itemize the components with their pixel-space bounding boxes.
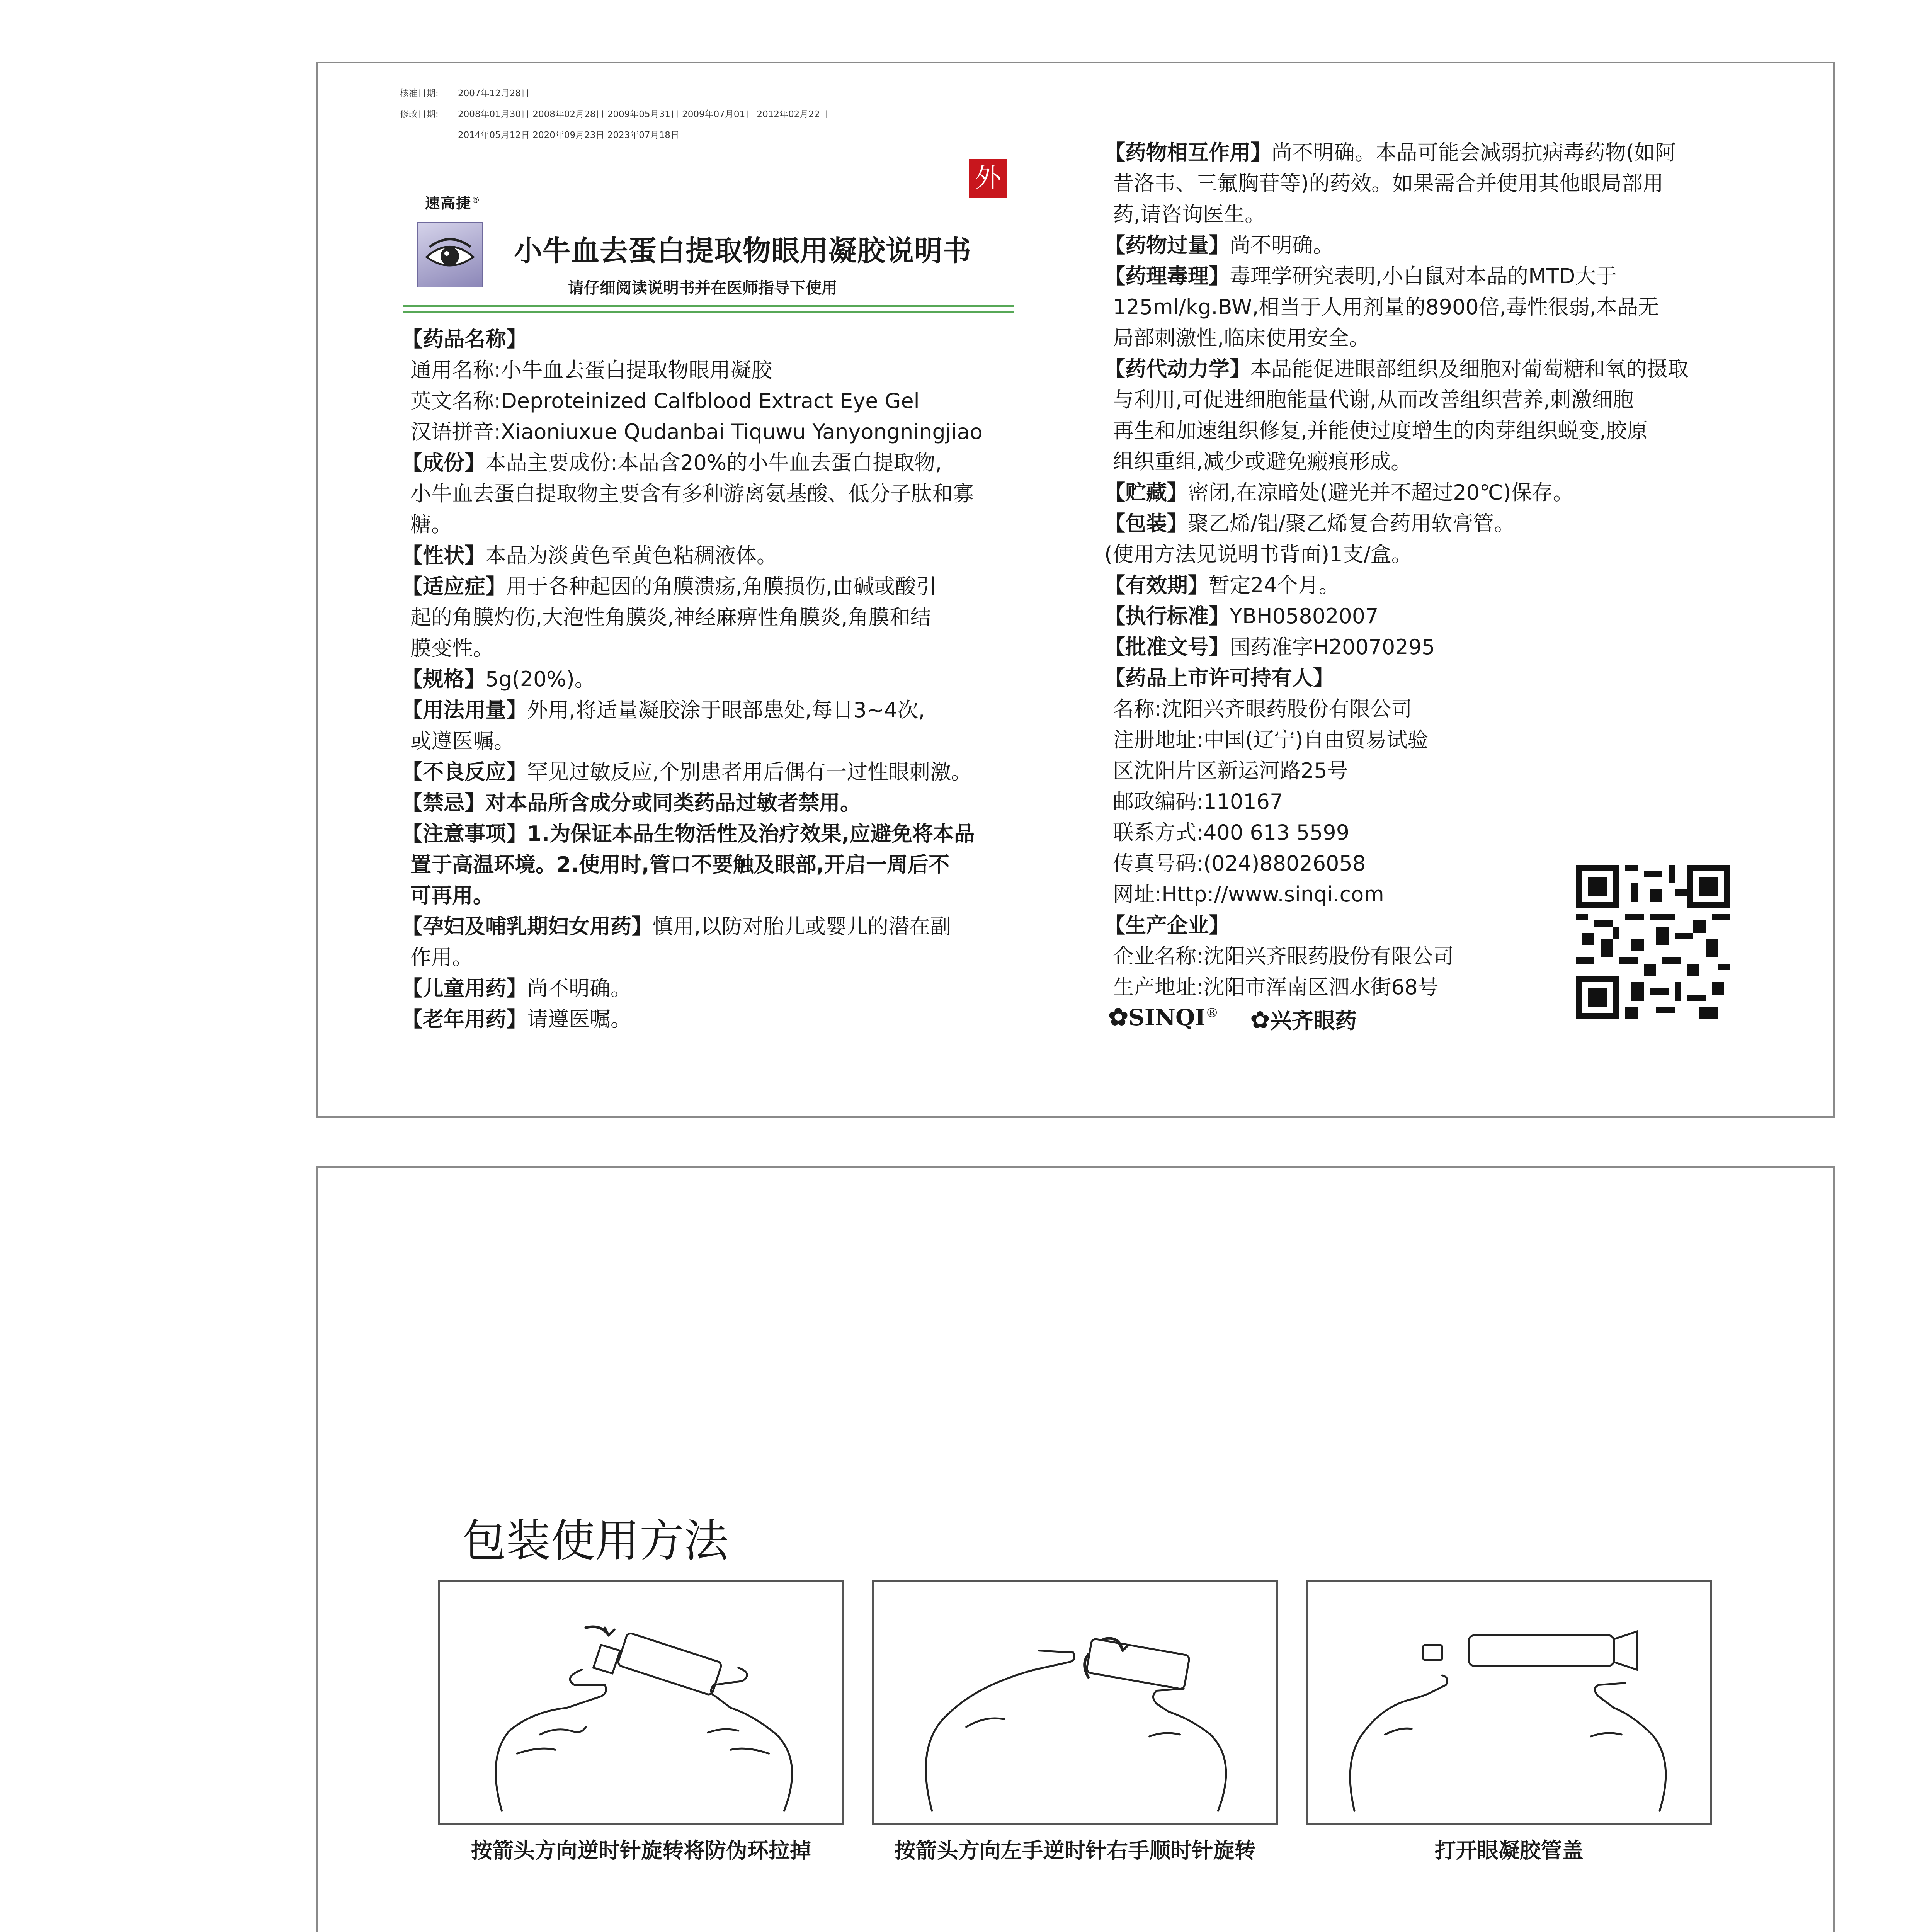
step-2-illustration bbox=[872, 1580, 1278, 1825]
qr-code-icon bbox=[1576, 865, 1730, 1019]
section-heading: 【执行标准】 bbox=[1104, 604, 1230, 628]
section-heading: 【药物过量】 bbox=[1104, 233, 1230, 257]
holder-fax: 传真号码:(024)88026058 bbox=[1113, 851, 1366, 876]
pinyin-name: 汉语拼音:Xiaoniuxue Qudanbai Tiquwu Yanyongningjiao bbox=[410, 420, 983, 444]
pediatric-text: 尚不明确。 bbox=[527, 976, 631, 1000]
left-column bbox=[402, 324, 1024, 1035]
holder-zip: 邮政编码:110167 bbox=[1113, 789, 1283, 814]
pharmacokinetics-text: 与利用,可促进细胞能量代谢,从而改善组织营养,刺激细胞 bbox=[1113, 388, 1634, 412]
section-heading: 【老年用药】 bbox=[402, 1007, 527, 1031]
section-heading: 【成份】 bbox=[402, 451, 485, 475]
composition-text: 糖。 bbox=[410, 512, 452, 537]
overdose-text: 尚不明确。 bbox=[1230, 233, 1334, 257]
properties-text: 本品为淡黄色至黄色粘稠液体。 bbox=[485, 543, 777, 568]
section-heading: 【药代动力学】 bbox=[1104, 357, 1250, 381]
section-heading: 【包装】 bbox=[1104, 511, 1188, 536]
section-heading: 【儿童用药】 bbox=[402, 976, 527, 1000]
step-2-caption: 按箭头方向左手逆时针右手顺时针旋转 bbox=[894, 1838, 1256, 1863]
section-heading: 【药理毒理】 bbox=[1104, 264, 1230, 288]
manufacturer-name: 企业名称:沈阳兴齐眼药股份有限公司 bbox=[1113, 944, 1454, 968]
section-heading: 【用法用量】 bbox=[402, 698, 527, 722]
step-1-caption: 按箭头方向逆时针旋转将防伪环拉掉 bbox=[471, 1838, 811, 1863]
section-heading: 【贮藏】 bbox=[1104, 480, 1188, 505]
section-heading: 【孕妇及哺乳期妇女用药】 bbox=[402, 914, 652, 939]
precautions-text: 1.为保证本品生物活性及治疗效果,应避免将本品 bbox=[527, 821, 975, 846]
modified-label: 修改日期: bbox=[400, 109, 439, 119]
section-heading: 【药品名称】 bbox=[402, 327, 527, 351]
toxicology-text: 125ml/kg.BW,相当于人用剂量的8900倍,毒性很弱,本品无 bbox=[1113, 295, 1659, 319]
toxicology-text: 局部刺激性,临床使用安全。 bbox=[1113, 326, 1370, 350]
step-1-illustration bbox=[438, 1580, 844, 1825]
section-heading: 【性状】 bbox=[402, 543, 485, 568]
step-3-illustration bbox=[1306, 1580, 1712, 1825]
adverse-reactions-text: 罕见过敏反应,个别患者用后偶有一过性眼刺激。 bbox=[527, 760, 972, 784]
precautions-text: 可再用。 bbox=[410, 883, 494, 908]
validity-text: 暂定24个月。 bbox=[1209, 573, 1340, 597]
composition-text: 本品主要成份:本品含20%的小牛血去蛋白提取物, bbox=[485, 451, 942, 475]
interactions-text: 尚不明确。本品可能会减弱抗病毒药物(如阿 bbox=[1271, 140, 1676, 165]
pharmacokinetics-text: 本品能促进眼部组织及细胞对葡萄糖和氧的摄取 bbox=[1250, 357, 1689, 381]
english-name: 英文名称:Deproteinized Calfblood Extract Eye Gel bbox=[410, 389, 920, 413]
approval-label: 核准日期: bbox=[400, 88, 439, 99]
pregnancy-text: 慎用,以防对胎儿或婴儿的潜在副 bbox=[652, 914, 951, 939]
subtitle: 请仔细阅读说明书并在医师指导下使用 bbox=[568, 279, 837, 297]
sinqi-logo: ✿SINQI® bbox=[1108, 1003, 1219, 1031]
section-heading: 【批准文号】 bbox=[1104, 635, 1230, 659]
generic-name: 通用名称:小牛血去蛋白提取物眼用凝胶 bbox=[410, 358, 772, 382]
interactions-text: 药,请咨询医生。 bbox=[1113, 202, 1266, 226]
storage-text: 密闭,在凉暗处(避光并不超过20℃)保存。 bbox=[1188, 480, 1574, 505]
xingqi-flower-icon: ✿ bbox=[1250, 1006, 1270, 1034]
specification-text: 5g(20%)。 bbox=[485, 667, 595, 691]
pregnancy-text: 作用。 bbox=[410, 945, 473, 969]
step-3-caption: 打开眼凝胶管盖 bbox=[1434, 1838, 1584, 1863]
sinqi-flower-icon: ✿ bbox=[1108, 1003, 1128, 1031]
package-text: (使用方法见说明书背面)1支/盒。 bbox=[1104, 542, 1412, 566]
indications-text: 起的角膜灼伤,大泡性角膜炎,神经麻痹性角膜炎,角膜和结 bbox=[410, 605, 931, 629]
section-heading: 【药品上市许可持有人】 bbox=[1104, 666, 1334, 690]
indications-text: 膜变性。 bbox=[410, 636, 494, 660]
usage-title: 包装使用方法 bbox=[462, 1515, 729, 1567]
eye-logo-icon bbox=[417, 222, 483, 287]
pharmacokinetics-text: 再生和加速组织修复,并能使过度增生的肉芽组织蜕变,胶原 bbox=[1113, 418, 1648, 443]
section-heading: 【禁忌】 bbox=[402, 791, 485, 815]
approval-number-text: 国药准字H20070295 bbox=[1230, 635, 1435, 659]
pharmacokinetics-text: 组织重组,减少或避免瘢痕形成。 bbox=[1113, 449, 1412, 474]
toxicology-text: 毒理学研究表明,小白鼠对本品的MTD大于 bbox=[1230, 264, 1617, 288]
external-use-badge: 外 bbox=[969, 159, 1007, 198]
contraindications-text: 对本品所含成分或同类药品过敏者禁用。 bbox=[485, 791, 861, 815]
modified-dates-1: 2008年01月30日 2008年02月28日 2009年05月31日 2009年07月01日 2012年02月22日 bbox=[458, 109, 829, 119]
section-heading: 【注意事项】 bbox=[402, 821, 527, 846]
section-heading: 【有效期】 bbox=[1104, 573, 1209, 597]
holder-address: 注册地址:中国(辽宁)自由贸易试验 bbox=[1113, 728, 1429, 752]
geriatric-text: 请遵医嘱。 bbox=[527, 1007, 631, 1031]
dosage-text: 或遵医嘱。 bbox=[410, 729, 515, 753]
document-title: 小牛血去蛋白提取物眼用凝胶说明书 bbox=[514, 235, 971, 267]
precautions-text: 置于高温环境。2.使用时,管口不要触及眼部,开启一周后不 bbox=[410, 852, 950, 877]
standard-text: YBH05802007 bbox=[1230, 604, 1379, 628]
divider-line bbox=[403, 305, 1014, 307]
revision-block bbox=[400, 83, 829, 146]
divider-line bbox=[403, 311, 1014, 313]
section-heading: 【适应症】 bbox=[402, 574, 506, 599]
approval-date: 2007年12月28日 bbox=[458, 88, 530, 99]
holder-address: 区沈阳片区新运河路25号 bbox=[1113, 759, 1348, 783]
xingqi-logo: ✿兴齐眼药 bbox=[1250, 1006, 1357, 1034]
section-heading: 【规格】 bbox=[402, 667, 485, 691]
modified-dates-2: 2014年05月12日 2020年09月23日 2023年07月18日 bbox=[458, 130, 679, 140]
dosage-text: 外用,将适量凝胶涂于眼部患处,每日3~4次, bbox=[527, 698, 925, 722]
section-heading: 【生产企业】 bbox=[1104, 913, 1230, 937]
holder-website: 网址:Http://www.sinqi.com bbox=[1113, 882, 1384, 906]
composition-text: 小牛血去蛋白提取物主要含有多种游离氨基酸、低分子肽和寡 bbox=[410, 481, 974, 506]
holder-phone: 联系方式:400 613 5599 bbox=[1113, 820, 1350, 845]
manufacturer-address: 生产地址:沈阳市浑南区泗水街68号 bbox=[1113, 975, 1439, 999]
package-text: 聚乙烯/铝/聚乙烯复合药用软膏管。 bbox=[1188, 511, 1515, 536]
interactions-text: 昔洛韦、三氟胸苷等)的药效。如果需合并使用其他眼局部用 bbox=[1113, 171, 1664, 196]
brand-name: 速高捷® bbox=[425, 195, 481, 212]
section-heading: 【药物相互作用】 bbox=[1104, 140, 1271, 165]
section-heading: 【不良反应】 bbox=[402, 760, 527, 784]
indications-text: 用于各种起因的角膜溃疡,角膜损伤,由碱或酸引 bbox=[506, 574, 937, 599]
holder-name: 名称:沈阳兴齐眼药股份有限公司 bbox=[1113, 697, 1412, 721]
